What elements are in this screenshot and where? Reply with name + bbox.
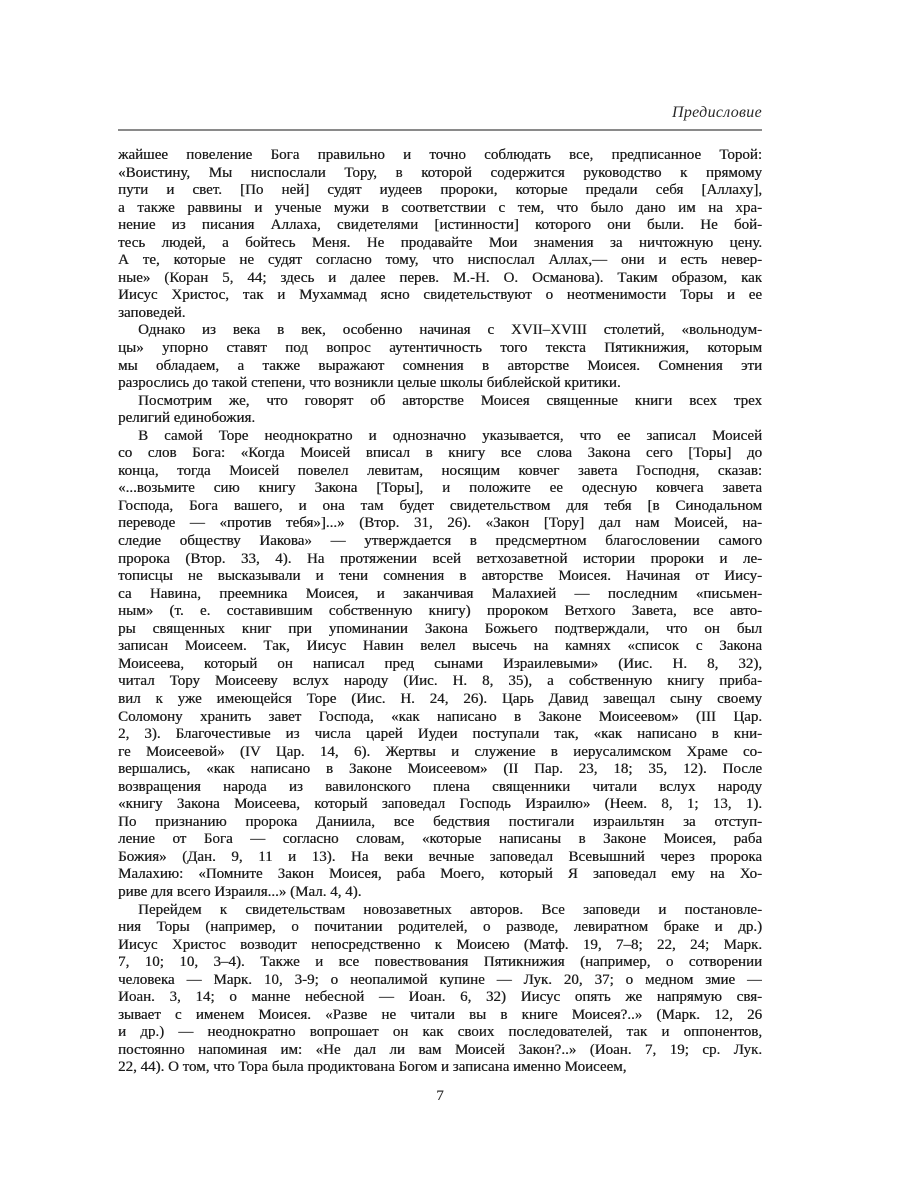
text-line: следие обществу Иакова» — утверждается в предсмертном благословении самого [118, 533, 762, 550]
text-line: Божия» (Дан. 9, 11 и 13). На веки вечные заповедал Всевышний через пророка [118, 848, 762, 865]
paragraph [118, 902, 762, 1077]
text-line: религий единобожия. [118, 410, 256, 427]
text-line: и др.) — неоднократно вопрошает он как своих последователей, так и оппонентов, [118, 1024, 762, 1041]
text-line: По признанию пророка Даниила, все бедствия постигали израильтян за отступ- [118, 813, 762, 830]
text-line: заповедей. [118, 304, 186, 321]
text-line: Соломону хранить завет Господа, «как написано в Законе Моисеевом» (III Цар. [118, 708, 762, 725]
text-line: постоянно напоминая им: «Не дал ли вам Моисей Закон?..» (Иоан. 7, 19; ср. Лук. [118, 1041, 762, 1058]
text-line: ры священных книг при упоминании Закона Божьего подтверждали, что он был [118, 620, 762, 637]
text-line: а также раввины и ученые мужи в соответствии с тем, что было дано им на хра- [118, 199, 762, 216]
text-line: тописцы не высказывали и тени сомнения в авторстве Моисея. Начиная от Иису- [118, 568, 762, 585]
text-line: ге Моисеевой» (IV Цар. 14, 6). Жертвы и служение в иерусалимском Храме со- [118, 743, 762, 760]
page-number: 7 [436, 1087, 444, 1104]
text-line: Моисеева, который он написал пред сынами Израилевыми» (Иис. Н. 8, 32), [118, 655, 762, 672]
header-rule [118, 129, 762, 131]
text-line: пути и свет. [По ней] судят иудеев пророки, которые предали себя [Аллаху], [118, 182, 762, 199]
text-line: цы» упорно ставят под вопрос аутентичность того текста Пятикнижия, которым [118, 340, 762, 357]
paragraph [118, 428, 762, 902]
text-line: читал Тору Моисееву вслух народу (Иис. Н. 8, 35), а собственную книгу приба- [118, 673, 762, 690]
text-line: записан Моисеем. Так, Иисус Навин велел высечь на камнях «список с Закона [118, 638, 762, 655]
text-line: вершались, «как написано в Законе Моисеевом» (II Пар. 23, 18; 35, 12). После [118, 761, 762, 778]
book-page [118, 103, 762, 1105]
page-body [118, 147, 762, 1077]
paragraph [118, 393, 762, 428]
running-header: Предисловие [672, 104, 762, 121]
text-line: риве для всего Израиля...» (Мал. 4, 4). [118, 883, 362, 900]
text-line: Однако из века в век, особенно начиная с XVII–XVIII столетий, «вольнодум- [138, 322, 762, 339]
text-line: ным» (т. е. составившим собственную книгу) пророком Ветхого Завета, все авто- [118, 603, 762, 620]
text-line: конца, тогда Моисей повелел левитам, носящим ковчег завета Господня, сказав: [118, 462, 762, 479]
text-line: со слов Бога: «Когда Моисей вписал в книгу все слова Закона сего [Торы] до [118, 445, 762, 462]
paragraph [118, 322, 762, 392]
text-line: ные» (Коран 5, 44; здесь и далее перев. М.-Н. О. Османова). Таким образом, как [118, 269, 762, 286]
text-line: Иисус Христос возводит непосредственно к Моисею (Матф. 19, 7–8; 22, 24; Марк. [118, 936, 762, 953]
text-line: человека — Марк. 10, 3-9; о неопалимой купине — Лук. 20, 37; о медном змие — [118, 971, 762, 988]
text-line: 22, 44). О том, что Тора была продиктована Богом и записана именно Моисеем, [118, 1059, 627, 1076]
text-line: 7, 10; 10, 3–4). Также и все повествования Пятикнижия (например, о сотворении [118, 954, 762, 971]
text-line: пророка (Втор. 33, 4). На протяжении всей ветхозаветной истории пророки и ле- [118, 550, 762, 567]
text-line: зывает с именем Моисея. «Разве не читали вы в книге Моисея?..» (Марк. 12, 26 [118, 1006, 762, 1023]
text-line: Малахию: «Помните Закон Моисея, раба Моего, который Я заповедал ему на Хо- [118, 866, 762, 883]
text-line: Господа, Бога вашего, и она там будет свидетельством для тебя [в Синодальном [118, 497, 762, 514]
text-line: нение из писания Аллаха, свидетелями [истинности] которого они были. Не бой- [118, 217, 762, 234]
text-line: вил к уже имеющейся Торе (Иис. Н. 24, 26). Царь Давид завещал сыну своему [118, 690, 762, 707]
text-line: возвращения народа из вавилонского плена священники читали вслух народу [118, 778, 762, 795]
text-line: са Навина, преемника Моисея, и заканчивая Малахией — последним «письмен- [118, 585, 762, 602]
text-line: В самой Торе неоднократно и однозначно указывается, что ее записал Моисей [138, 427, 762, 444]
text-line: разрослись до такой степени, что возникли целые школы библейской критики. [118, 375, 621, 392]
text-line: Иисус Христос, так и Мухаммад ясно свидетельствуют о неотменимости Торы и ее [118, 287, 762, 304]
text-line: тесь людей, а бойтесь Меня. Не продавайте Мои знамения за ничтожную цену. [118, 234, 762, 251]
text-line: «книгу Закона Моисеева, который заповедал Господь Израилю» (Неем. 8, 1; 13, 1). [118, 796, 762, 813]
text-line: А те, которые не судят согласно тому, что ниспослал Аллах,— они и есть невер- [118, 252, 762, 269]
text-line: переводе — «против тебя»]...» (Втор. 31, 26). «Закон [Тору] дал нам Моисей, на- [118, 515, 762, 532]
text-line: мы обладаем, а также выражают сомнения в авторстве Моисея. Сомнения эти [118, 357, 762, 374]
text-line: ния Торы (например, о почитании родителей, о разводе, левиратном браке и др.) [118, 919, 762, 936]
text-line: «...возьмите сию книгу Закона [Торы], и положите ее одесную ковчега завета [118, 480, 762, 497]
text-line: «Воистину, Мы ниспослали Тору, в которой содержится руководство к прямому [118, 164, 762, 181]
text-line: жайшее повеление Бога правильно и точно соблюдать все, предписанное Торой: [118, 147, 762, 163]
text-line: Посмотрим же, что говорят об авторстве Моисея священные книги всех трех [138, 392, 762, 409]
text-line: Перейдем к свидетельствам новозаветных авторов. Все заповеди и постановле- [138, 901, 762, 918]
text-line: 2, 3). Благочестивые из числа царей Иудеи поступали так, «как написано в кни- [118, 726, 762, 743]
text-line: Иоан. 3, 14; о манне небесной — Иоан. 6, 32) Иисус опять же напрямую свя- [118, 989, 762, 1006]
text-line: ление от Бога — согласно словам, «которые написаны в Законе Моисея, раба [118, 831, 762, 848]
paragraph [118, 147, 762, 322]
